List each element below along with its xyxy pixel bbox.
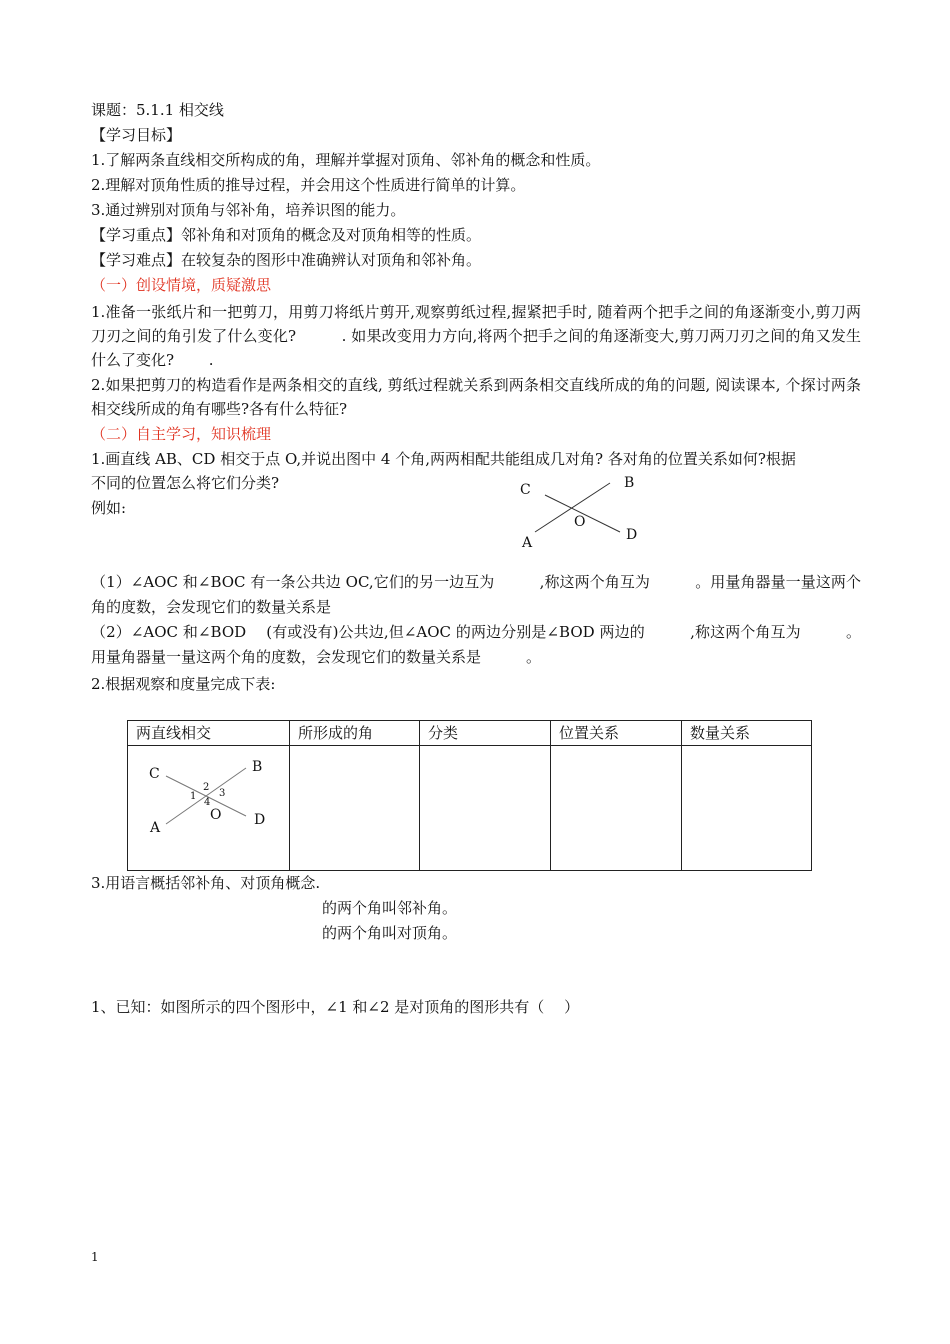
difficulty: 【学习难点】在较复杂的图形中准确辨认对顶角和邻补角。 (91, 251, 482, 269)
lesson-title: 课题：5.1.1 相交线 (91, 101, 224, 119)
angle-2-label: 2 (203, 782, 210, 793)
table-header: 所形成的角 (290, 721, 420, 746)
page-number: 1 (91, 1250, 99, 1264)
sub-question-2: （2）∠AOC 和∠BOD (有或没有)公共边,但∠AOC 的两边分别是∠BOD 两边的 ,称这两个角互为 。用量角器量一量这两个角的度数，会发现它们的数量关系是 。 (91, 623, 861, 666)
table-cell (420, 746, 551, 871)
point-o-label: O (574, 514, 586, 530)
table-point-b-label: B (252, 759, 263, 775)
section2-question1-cont: 不同的位置怎么将它们分类? (91, 474, 280, 492)
intersecting-lines-figure (510, 470, 650, 555)
table-cell (682, 746, 812, 871)
sub-question-1: （1）∠AOC 和∠BOC 有一条公共边 OC,它们的另一边互为 ,称这两个角互为 。用量角器量一量这两个角的度数，会发现它们的数量关系是 (91, 573, 861, 616)
table-cell-diagram (128, 746, 290, 871)
section1-paragraph1: 1.准备一张纸片和一把剪刀，用剪刀将纸片剪开,观察剪纸过程,握紧把手时, 随着两个把手之间的角逐渐变小,剪刀两刀刃之间的角引发了什么变化? . 如果改变用力方向,将两个把手之间的角逐渐变大,剪刀两刀刃之间的角又发生什么了变化? . (91, 303, 861, 369)
table-row (128, 746, 812, 871)
section2-heading: （二）自主学习，知识梳理 (91, 425, 272, 443)
definition-vertical: 的两个角叫对顶角。 (322, 924, 458, 942)
goal-item: 1.了解两条直线相交所构成的角，理解并掌握对顶角、邻补角的概念和性质。 (91, 151, 601, 169)
angle-1-label: 1 (190, 791, 197, 802)
angle-3-label: 3 (219, 788, 226, 799)
angle-4-label: 4 (204, 797, 211, 808)
table-header-row (128, 721, 812, 746)
point-c-label: C (520, 482, 531, 498)
section1-heading: （一）创设情境，质疑激思 (91, 276, 272, 294)
key-point: 【学习重点】邻补角和对顶角的概念及对顶角相等的性质。 (91, 226, 482, 244)
table-point-o-label: O (210, 807, 222, 823)
example-label: 例如: (91, 499, 127, 517)
point-a-label: A (522, 535, 533, 551)
section2-question1: 1.画直线 AB、CD 相交于点 O,并说出图中 4 个角,两两相配共能组成几对角? 各对角的位置关系如何?根据 (91, 450, 796, 468)
table-cell (290, 746, 420, 871)
table-point-a-label: A (150, 820, 161, 836)
question-2: 2.根据观察和度量完成下表: (91, 675, 276, 693)
point-b-label: B (624, 475, 635, 491)
table-header: 分类 (420, 721, 551, 746)
goals-heading: 【学习目标】 (91, 126, 182, 144)
line-ab (535, 483, 610, 532)
exercise-1: 1、已知：如图所示的四个图形中，∠1 和∠2 是对顶角的图形共有（ ） (91, 998, 580, 1016)
question-3: 3.用语言概括邻补角、对顶角概念. (91, 874, 321, 892)
table-header: 两直线相交 (128, 721, 290, 746)
table-cell (551, 746, 682, 871)
table-point-d-label: D (254, 812, 266, 828)
section1-paragraph2: 2.如果把剪刀的构造看作是两条相交的直线, 剪纸过程就关系到两条相交直线所成的角的问题, 阅读课本, 个探讨两条相交线所成的角有哪些?各有什么特征? (91, 376, 861, 418)
table-header: 位置关系 (551, 721, 682, 746)
point-d-label: D (626, 527, 638, 543)
definition-adjacent: 的两个角叫邻补角。 (322, 899, 458, 917)
table-point-c-label: C (149, 766, 160, 782)
observation-table (127, 720, 812, 871)
goal-item: 3.通过辨别对顶角与邻补角，培养识图的能力。 (91, 201, 406, 219)
table-header: 数量关系 (682, 721, 812, 746)
goal-item: 2.理解对顶角性质的推导过程，并会用这个性质进行简单的计算。 (91, 176, 526, 194)
